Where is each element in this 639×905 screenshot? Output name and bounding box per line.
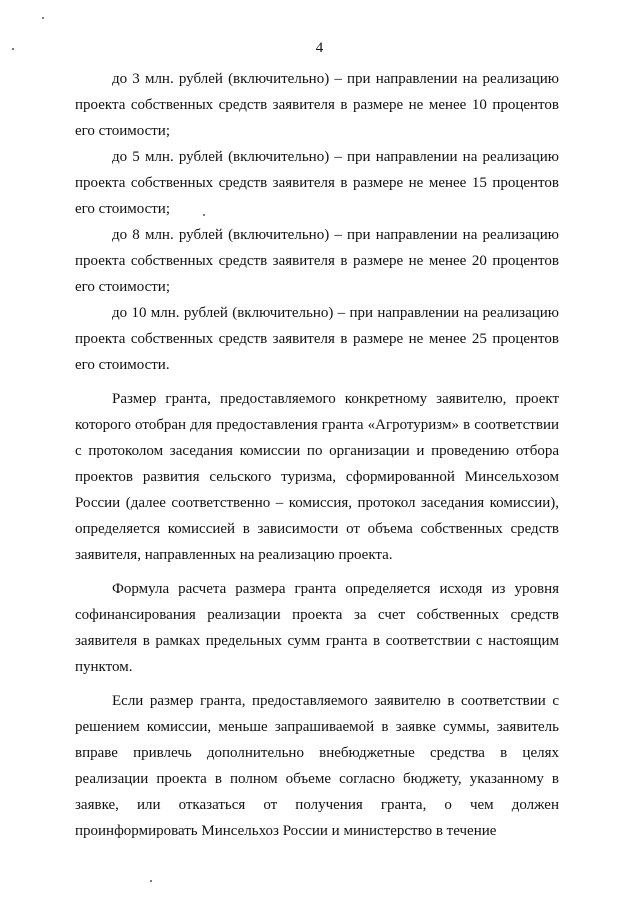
scan-speck (203, 214, 205, 216)
paragraph-grant-shortfall: Если размер гранта, предоставляемого заявителю в соответствии с решением комиссии, меньше запрашиваемой в заявке суммы, заявитель вправе привлечь дополнительно внебюджетные средства в целях реализации проекта в полном объеме согласно бюджету, указанному в заявке, или отказаться от получения гранта, о чем должен проинформировать Минсельхоз России и министерство в течение (75, 693, 559, 839)
scan-speck (12, 48, 14, 50)
document-body (75, 66, 559, 844)
page-number: 4 (315, 40, 324, 56)
paragraph-grant-8mln: до 8 млн. рублей (включительно) – при направлении на реализацию проекта собственных средств заявителя в размере не менее 20 процентов его стоимости; (75, 227, 559, 295)
paragraph-grant-3mln: до 3 млн. рублей (включительно) – при направлении на реализацию проекта собственных средств заявителя в размере не менее 10 процентов его стоимости; (75, 71, 559, 139)
scan-speck (150, 880, 152, 882)
paragraph-grant-5mln: до 5 млн. рублей (включительно) – при направлении на реализацию проекта собственных средств заявителя в размере не менее 15 процентов его стоимости; (75, 149, 559, 217)
paragraph-grant-10mln: до 10 млн. рублей (включительно) – при направлении на реализацию проекта собственных средств заявителя в размере не менее 25 процентов его стоимости. (75, 305, 559, 373)
paragraph-grant-formula: Формула расчета размера гранта определяется исходя из уровня софинансирования реализации проекта за счет собственных средств заявителя в рамках предельных сумм гранта в соответствии с настоящим пунктом. (75, 581, 559, 675)
paragraph-grant-size: Размер гранта, предоставляемого конкретному заявителю, проект которого отобран для предоставления гранта «Агротуризм» в соответствии с протоколом заседания комиссии по организации и проведению отбора проектов развития сельского туризма, сформированной Минсельхозом России (далее соответственно – комиссия, протокол заседания комиссии), определяется комиссией в зависимости от объема собственных средств заявителя, направленных на реализацию проекта. (75, 391, 559, 563)
scan-speck (42, 17, 44, 19)
